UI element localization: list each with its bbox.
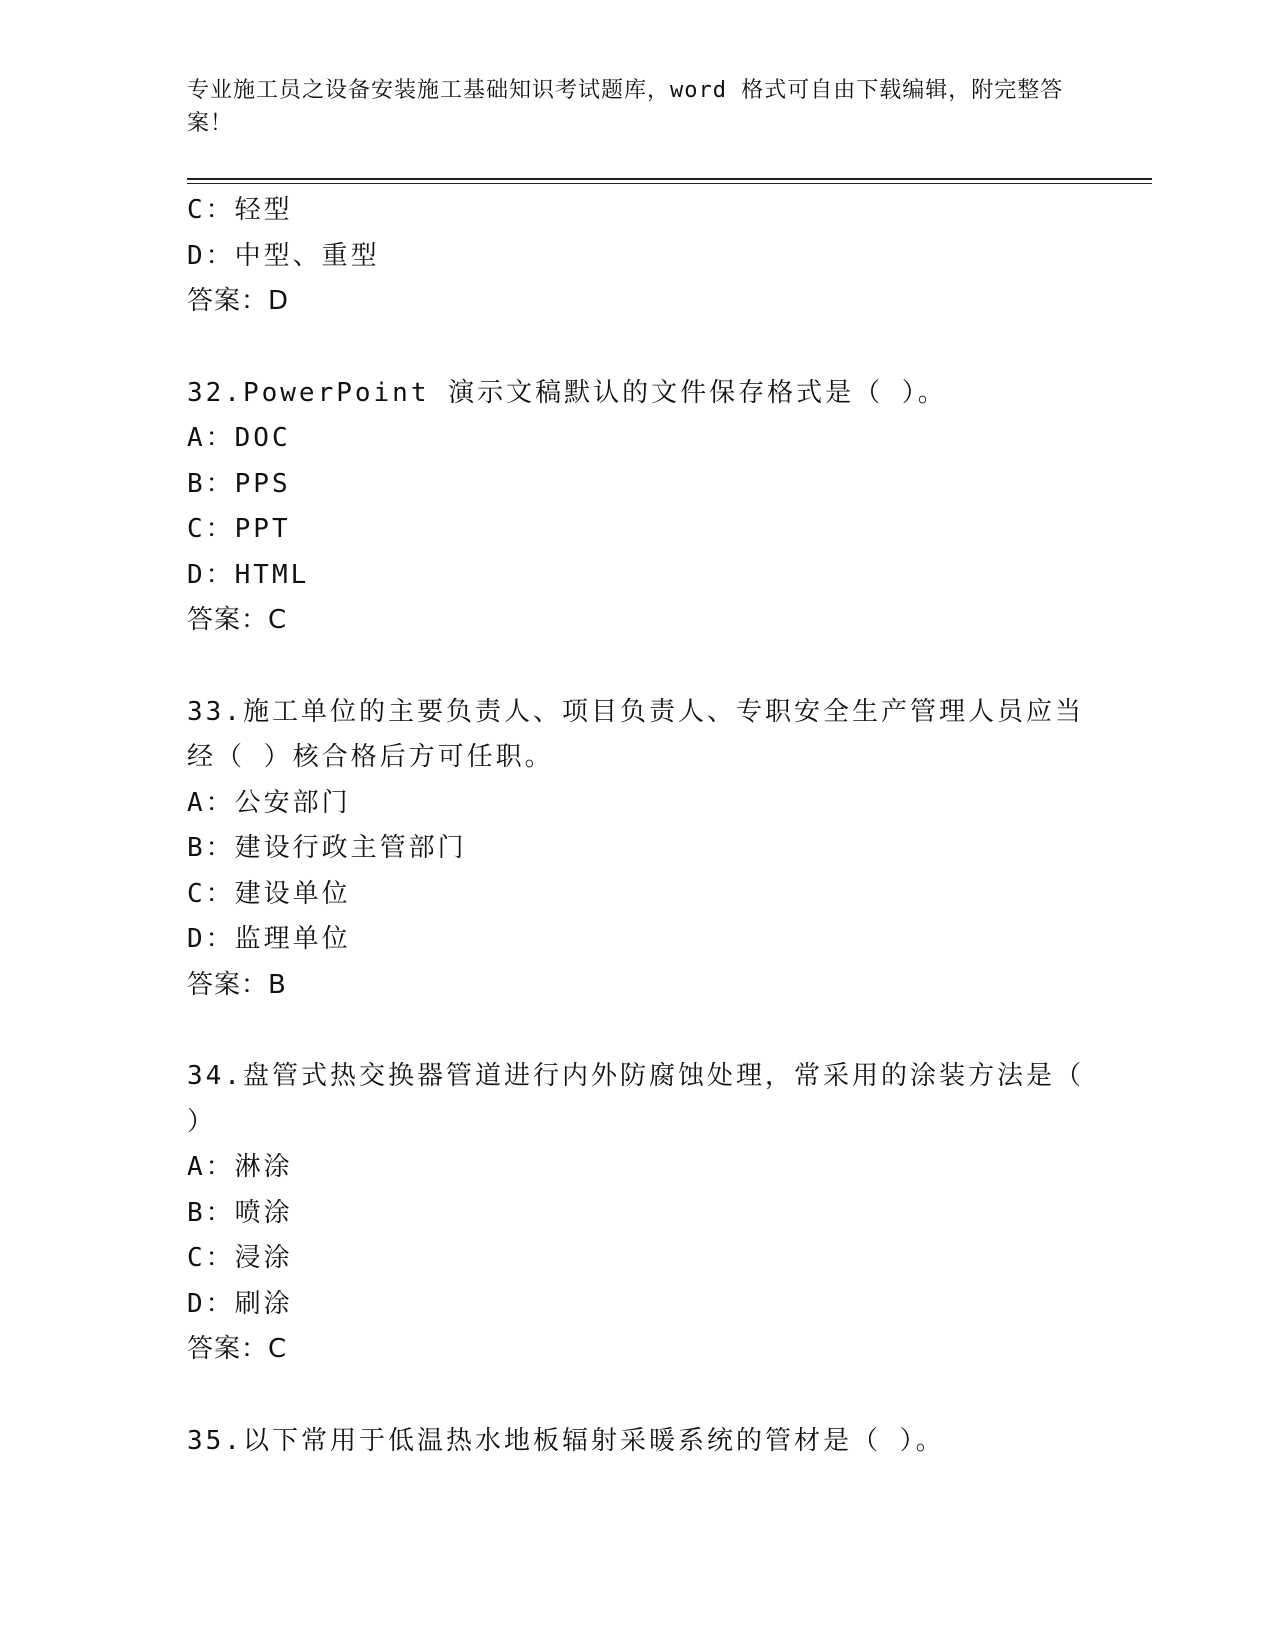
- option-c: C：建设单位: [187, 878, 351, 909]
- question-35: [187, 1419, 1087, 1465]
- option-d: D：HTML: [187, 559, 310, 590]
- question-text: 34.盘管式热交换器管道进行内外防腐蚀处理，常采用的涂装方法是（ ）: [187, 1061, 1084, 1137]
- option-c: C：轻型: [187, 195, 293, 225]
- answer-line: 答案：D: [187, 286, 290, 316]
- option-c: C：PPT: [187, 514, 291, 544]
- option-d: D：监理单位: [187, 924, 351, 954]
- header-text: 专业施工员之设备安装施工基础知识考试题库，word 格式可自由下载编辑，附完整答案！: [187, 78, 1064, 136]
- spacer: [187, 644, 1087, 690]
- question-list: [187, 188, 1087, 1464]
- option-c: C：浸涂: [187, 1243, 293, 1273]
- question-text: 33.施工单位的主要负责人、项目负责人、专职安全生产管理人员应当经（ ）核合格后方可任职。: [187, 696, 1084, 772]
- option-a: A：公安部门: [187, 787, 351, 818]
- answer-line: 答案：C: [187, 1334, 288, 1364]
- spacer: [187, 1373, 1087, 1419]
- question-33: [187, 690, 1087, 1009]
- question-32: [187, 371, 1087, 644]
- spacer: [187, 1008, 1087, 1054]
- header-divider-thin: [187, 183, 1152, 184]
- answer-line: 答案：B: [187, 969, 287, 1000]
- question-text: 32.PowerPoint 演示文稿默认的文件保存格式是（ ）。: [187, 377, 947, 408]
- question-34: [187, 1054, 1087, 1373]
- spacer: [187, 325, 1087, 371]
- question-text: 35.以下常用于低温热水地板辐射采暖系统的管材是（ ）。: [187, 1425, 945, 1456]
- option-b: B：喷涂: [187, 1197, 293, 1228]
- question-31-tail: [187, 188, 1087, 325]
- option-b: B：PPS: [187, 468, 291, 499]
- option-a: A：淋涂: [187, 1152, 293, 1182]
- option-d: D：中型、重型: [187, 240, 380, 271]
- document-header: [187, 74, 1067, 140]
- option-b: B：建设行政主管部门: [187, 833, 467, 863]
- header-divider-thick: [187, 178, 1152, 180]
- option-d: D：刷涂: [187, 1288, 293, 1319]
- answer-line: 答案：C: [187, 605, 288, 635]
- option-a: A：DOC: [187, 423, 291, 453]
